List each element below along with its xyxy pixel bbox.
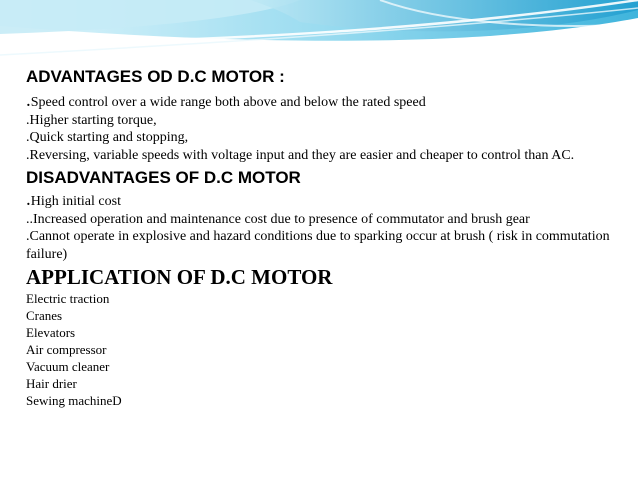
list-item: .Quick starting and stopping, bbox=[26, 130, 189, 145]
list-item: Vacuum cleaner bbox=[26, 359, 110, 374]
applications-list bbox=[26, 290, 626, 409]
list-item: Cranes bbox=[26, 308, 63, 323]
list-item: .Higher starting torque, bbox=[26, 112, 157, 128]
advantages-list bbox=[26, 90, 626, 164]
list-item: Electric traction bbox=[26, 291, 110, 306]
slide-content bbox=[26, 66, 626, 409]
decorative-wave-banner bbox=[0, 0, 638, 70]
applications-heading: APPLICATION OF D.C MOTOR bbox=[26, 265, 333, 289]
disadvantages-heading: DISADVANTAGES OF D.C MOTOR bbox=[26, 168, 301, 187]
advantages-heading: ADVANTAGES OD D.C MOTOR : bbox=[26, 67, 285, 86]
list-item: .Speed control over a wide range both above and below the rated speed bbox=[26, 90, 426, 111]
list-item: ..Increased operation and maintenance cost due to presence of commutator and brush gear bbox=[26, 211, 530, 227]
list-item: Hair drier bbox=[26, 376, 77, 391]
list-item: .High initial cost bbox=[26, 189, 121, 210]
list-item: .Reversing, variable speeds with voltage input and they are easier and cheaper to control than AC. bbox=[26, 147, 575, 163]
list-item: Air compressor bbox=[26, 342, 107, 357]
list-item: Sewing machineD bbox=[26, 393, 122, 408]
disadvantages-list bbox=[26, 189, 626, 263]
list-item: Elevators bbox=[26, 325, 76, 340]
list-item: .Cannot operate in explosive and hazard conditions due to sparking occur at brush ( risk in commutation failure) bbox=[26, 229, 610, 262]
